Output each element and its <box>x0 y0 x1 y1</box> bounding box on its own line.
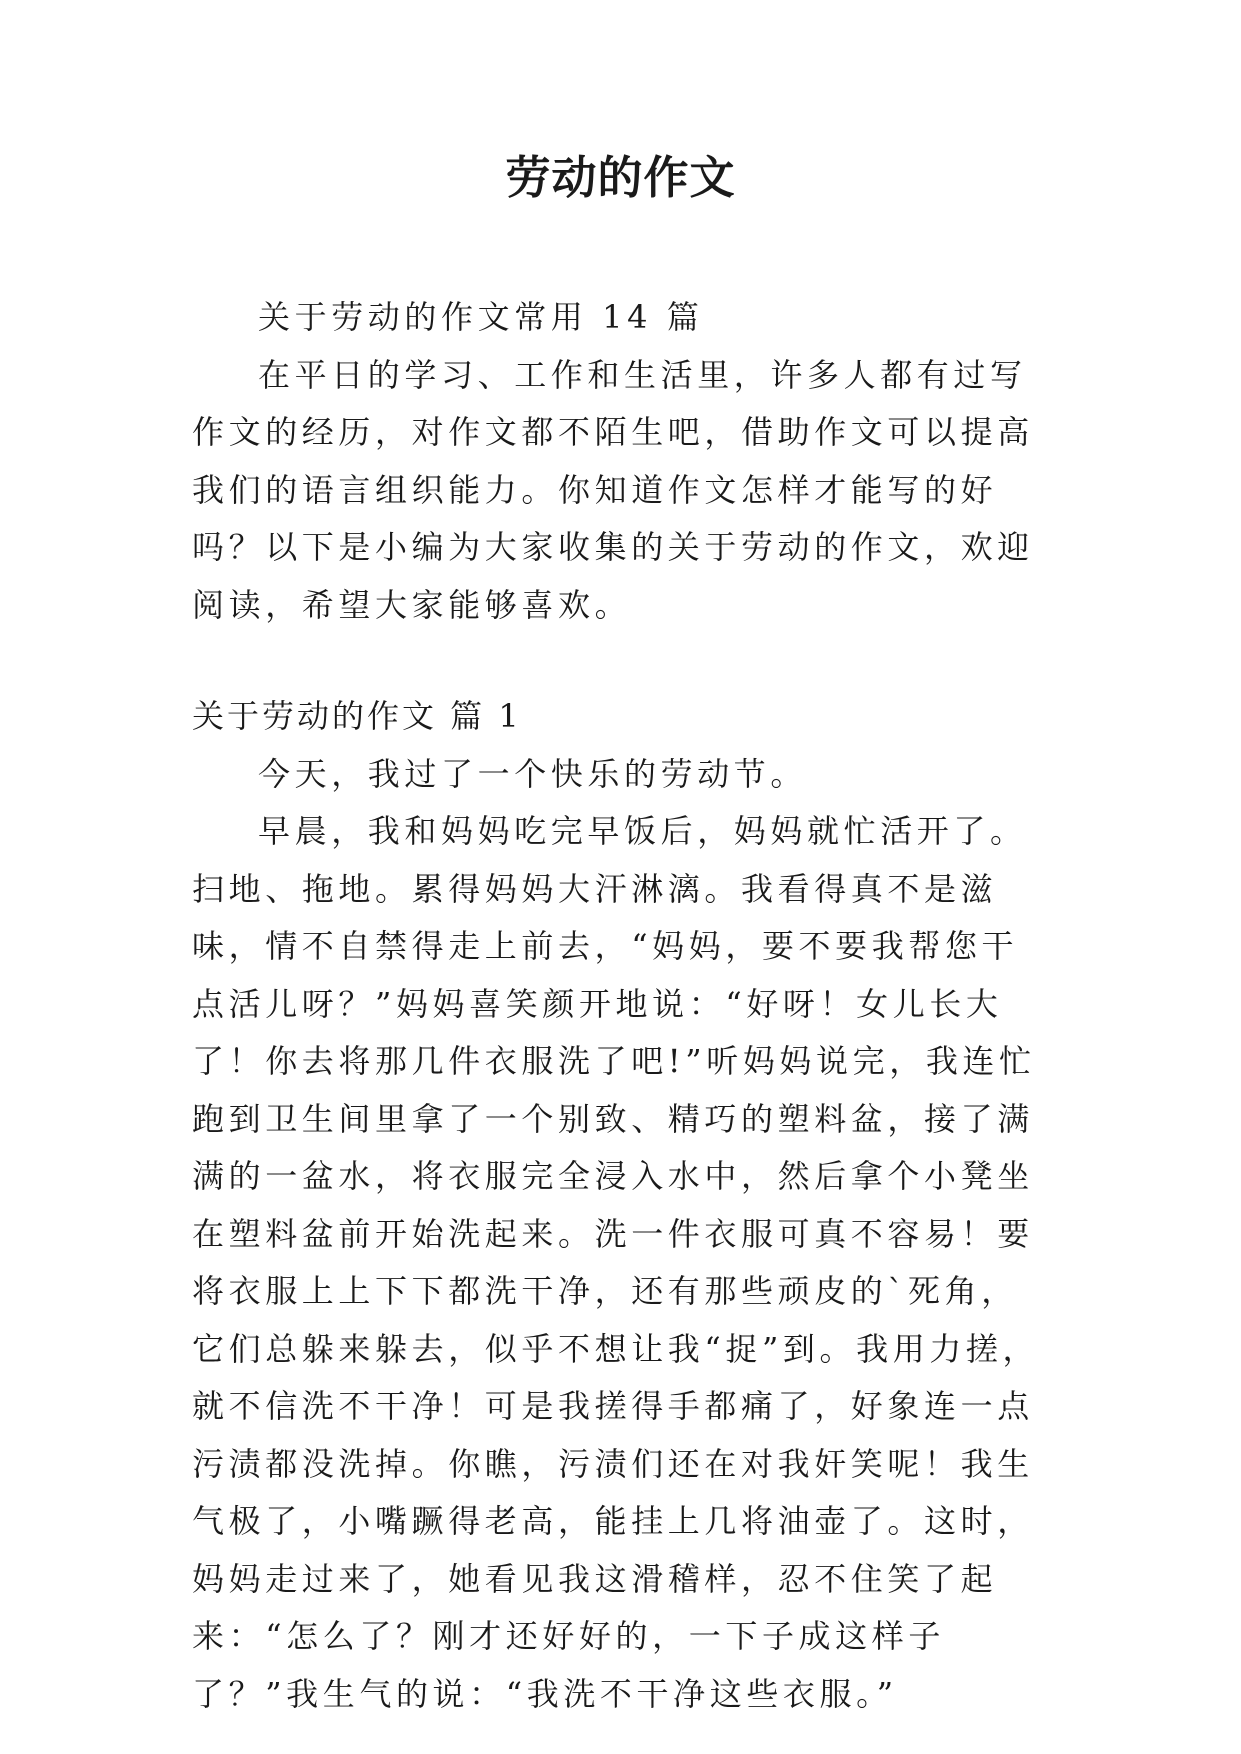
body-paragraph: 早晨，我和妈妈吃完早饭后，妈妈就忙活开了。扫地、拖地。累得妈妈大汗淋漓。我看得真不是滋味，情不自禁得走上前去，“妈妈，要不要我帮您干点活儿呀？”妈妈喜笑颜开地说：“好呀！女儿长大了！你去将那几件衣服洗了吧!”听妈妈说完，我连忙跑到卫生间里拿了一个别致、精巧的塑料盆，接了满满的一盆水，将衣服完全浸入水中，然后拿个小凳坐在塑料盆前开始洗起来。洗一件衣服可真不容易！要将衣服上上下下都洗干净，还有那些顽皮的`死角，它们总躲来躲去，似乎不想让我“捉”到。我用力搓，就不信洗不干净！可是我搓得手都痛了，好象连一点污渍都没洗掉。你瞧，污渍们还在对我奸笑呢！我生气极了，小嘴蹶得老高，能挂上几将油壶了。这时，妈妈走过来了，她看见我这滑稽样，忍不住笑了起来：“怎么了？刚才还好好的，一下子成这样子了？”我生气的说：“我洗不干净这些衣服。” <box>192 812 1040 1713</box>
document-title: 劳动的作文 <box>505 151 736 204</box>
body-paragraph: 今天，我过了一个快乐的劳动节。 <box>258 754 808 793</box>
document-subtitle: 关于劳动的作文常用 14 篇 <box>258 298 704 336</box>
document-body <box>192 289 1052 1723</box>
intro-paragraph: 在平日的学习、工作和生活里，许多人都有过写作文的经历，对作文都不陌生吧，借助作文可以提高我们的语言组织能力。你知道作文怎样才能写的好吗？以下是小编为大家收集的关于劳动的作文，欢迎阅读，希望大家能够喜欢。 <box>192 355 1034 624</box>
section-heading: 关于劳动的作文 篇 1 <box>192 697 522 735</box>
